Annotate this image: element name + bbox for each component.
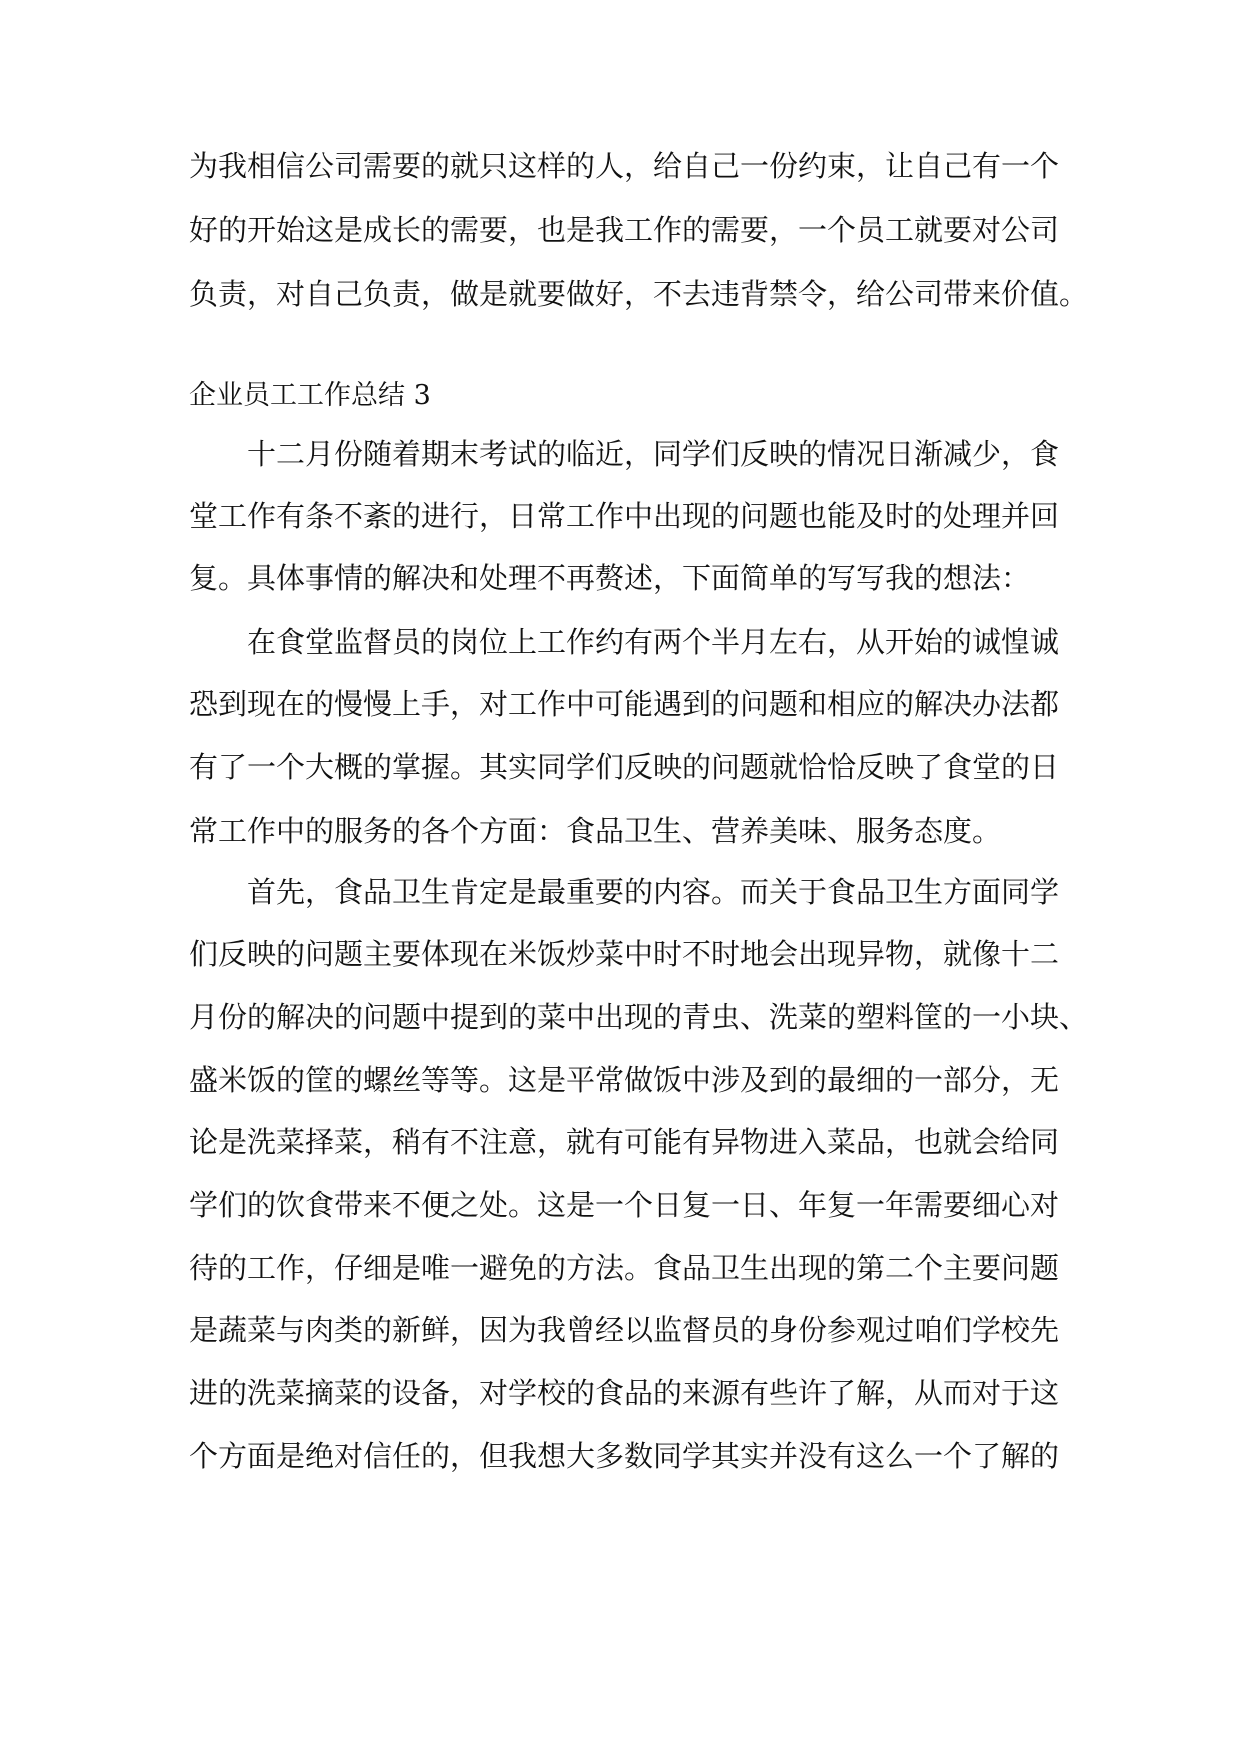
- text-line: 在食堂监督员的岗位上工作约有两个半月左右，从开始的诚惶诚: [247, 625, 1060, 659]
- text-line: 堂工作有条不紊的进行，日常工作中出现的问题也能及时的处理并回: [189, 499, 1060, 533]
- text-line: 待的工作，仔细是唯一避免的方法。食品卫生出现的第二个主要问题: [189, 1251, 1060, 1285]
- section-heading: 企业员工工作总结 3: [189, 380, 431, 411]
- text-line: 负责，对自己负责，做是就要做好，不去违背禁令，给公司带来价值。: [189, 277, 1089, 311]
- text-line: 十二月份随着期末考试的临近，同学们反映的情况日渐减少，食: [247, 437, 1060, 471]
- text-line: 们反映的问题主要体现在米饭炒菜中时不时地会出现异物，就像十二: [189, 937, 1060, 971]
- text-line: 学们的饮食带来不便之处。这是一个日复一日、年复一年需要细心对: [189, 1188, 1060, 1222]
- text-line: 进的洗菜摘菜的设备，对学校的食品的来源有些许了解，从而对于这: [189, 1376, 1060, 1410]
- text-line: 论是洗菜择菜，稍有不注意，就有可能有异物进入菜品，也就会给同: [189, 1125, 1060, 1159]
- text-line: 盛米饭的筐的螺丝等等。这是平常做饭中涉及到的最细的一部分，无: [189, 1063, 1060, 1097]
- text-line: 好的开始这是成长的需要，也是我工作的需要，一个员工就要对公司: [189, 213, 1060, 247]
- text-line: 常工作中的服务的各个方面：食品卫生、营养美味、服务态度。: [189, 814, 1002, 848]
- text-line: 复。具体事情的解决和处理不再赘述，下面简单的写写我的想法：: [189, 561, 1031, 595]
- text-line: 个方面是绝对信任的，但我想大多数同学其实并没有这么一个了解的: [189, 1439, 1060, 1473]
- text-line: 是蔬菜与肉类的新鲜，因为我曾经以监督员的身份参观过咱们学校先: [189, 1313, 1060, 1347]
- text-line: 恐到现在的慢慢上手，对工作中可能遇到的问题和相应的解决办法都: [189, 687, 1060, 721]
- text-line: 首先，食品卫生肯定是最重要的内容。而关于食品卫生方面同学: [247, 875, 1060, 909]
- text-line: 月份的解决的问题中提到的菜中出现的青虫、洗菜的塑料筐的一小块、: [189, 1000, 1089, 1034]
- text-line: 有了一个大概的掌握。其实同学们反映的问题就恰恰反映了食堂的日: [189, 750, 1060, 784]
- text-line: 为我相信公司需要的就只这样的人，给自己一份约束，让自己有一个: [189, 149, 1060, 183]
